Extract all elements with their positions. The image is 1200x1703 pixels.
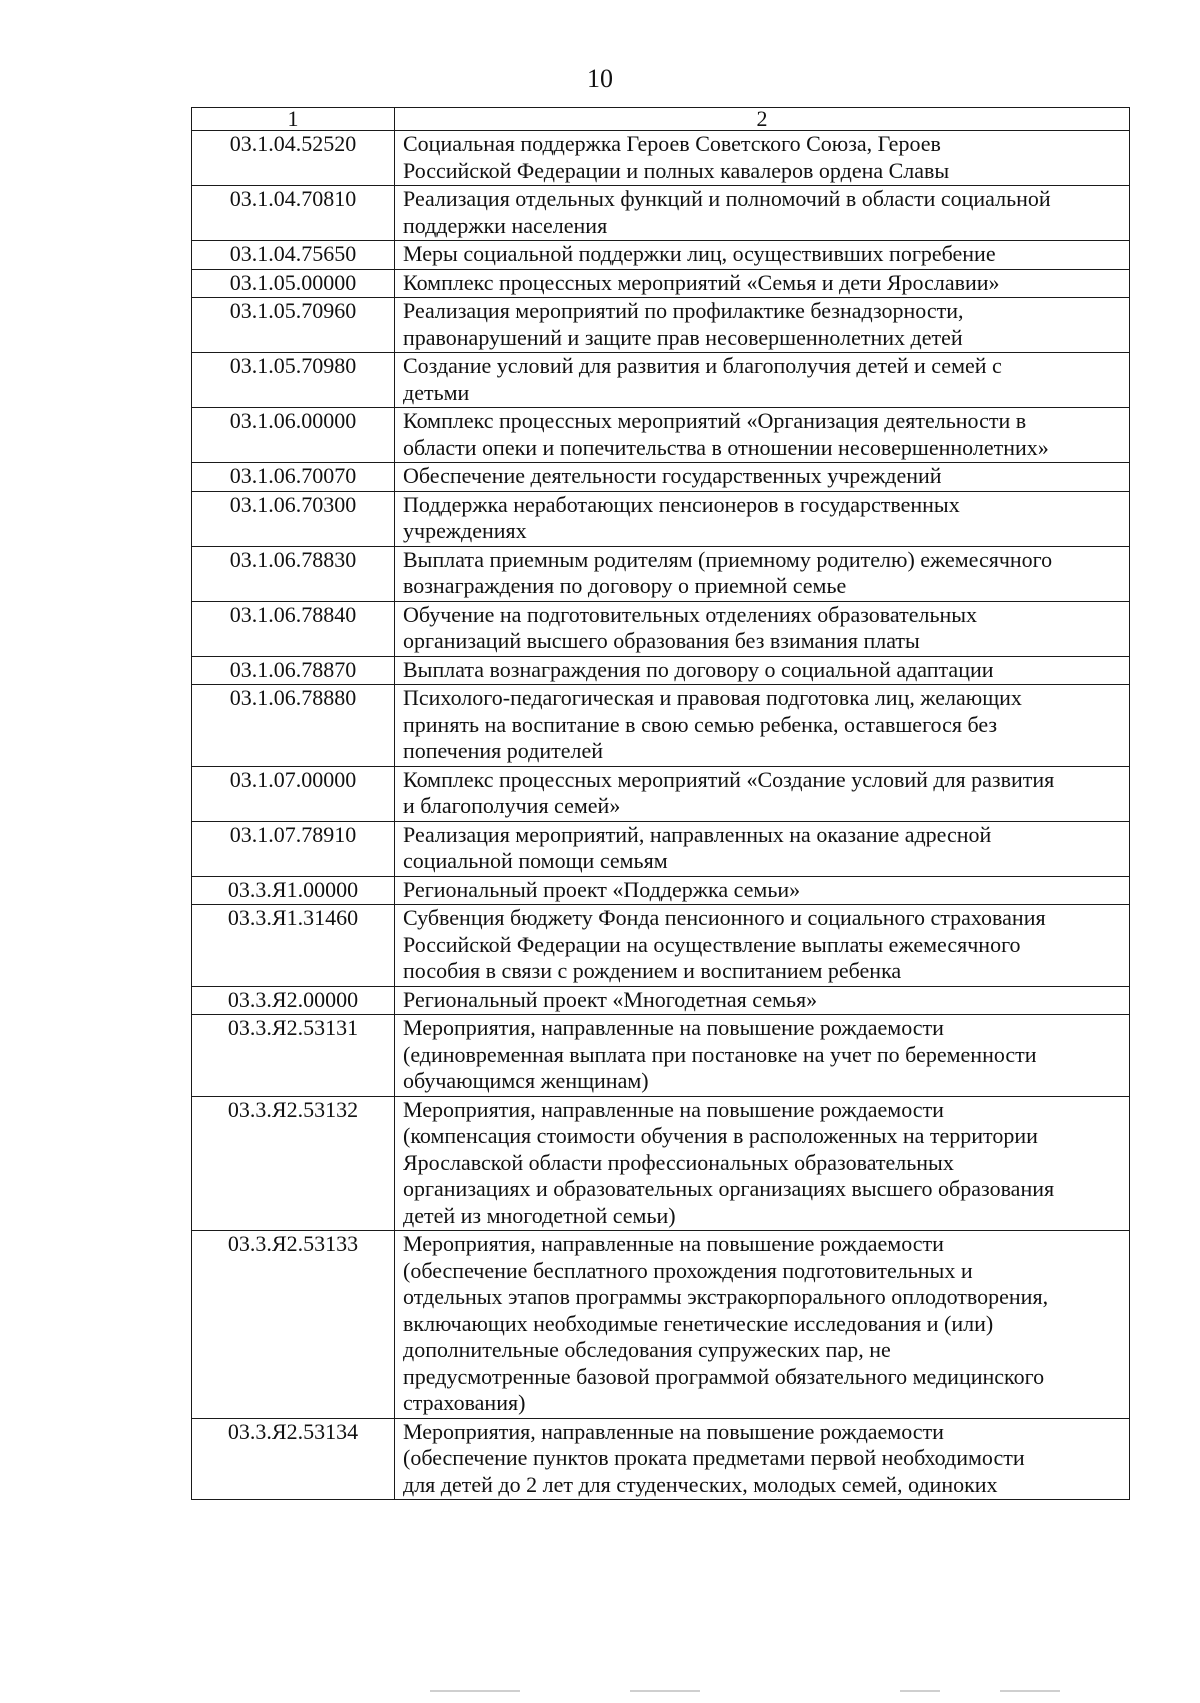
description-line: Психолого-педагогическая и правовая подготовка лиц, желающих bbox=[403, 685, 1022, 710]
description-line: организаций высшего образования без взимания платы bbox=[403, 628, 920, 653]
description-line: Меры социальной поддержки лиц, осуществивших погребение bbox=[403, 241, 996, 266]
description-line: Ярославской области профессиональных образовательных bbox=[403, 1149, 954, 1175]
budget-code-cell: 03.3.Я2.53131 bbox=[192, 1015, 395, 1097]
description-line: Мероприятия, направленные на повышение рождаемости bbox=[403, 1231, 944, 1256]
budget-code-cell: 03.3.Я2.53133 bbox=[192, 1231, 395, 1419]
description-cell bbox=[395, 463, 1130, 492]
description-line: Комплекс процессных мероприятий «Создание условий для развития bbox=[403, 766, 1055, 792]
description-line: дополнительные обследования супружеских пар, не bbox=[403, 1337, 891, 1362]
description-cell bbox=[395, 1015, 1130, 1097]
table-body bbox=[192, 131, 1130, 1500]
budget-code-cell: 03.1.06.00000 bbox=[192, 408, 395, 463]
description-line: предусмотренные базовой программой обязательного медицинского bbox=[403, 1363, 1045, 1389]
description-cell bbox=[395, 876, 1130, 905]
budget-code-cell: 03.1.07.78910 bbox=[192, 821, 395, 876]
description-cell bbox=[395, 269, 1130, 298]
description-cell bbox=[395, 408, 1130, 463]
description-cell bbox=[395, 491, 1130, 546]
budget-code-cell: 03.1.05.00000 bbox=[192, 269, 395, 298]
table-row bbox=[192, 1015, 1130, 1097]
budget-code-cell: 03.1.06.78870 bbox=[192, 656, 395, 685]
table-row bbox=[192, 241, 1130, 270]
page-number: 10 bbox=[587, 64, 613, 93]
description-line: учреждениях bbox=[403, 518, 527, 543]
description-cell bbox=[395, 186, 1130, 241]
budget-code-cell: 03.3.Я1.00000 bbox=[192, 876, 395, 905]
budget-code-cell: 03.1.05.70960 bbox=[192, 298, 395, 353]
table-row bbox=[192, 408, 1130, 463]
description-cell bbox=[395, 656, 1130, 685]
budget-code-cell: 03.1.06.78880 bbox=[192, 685, 395, 767]
scan-artifact bbox=[630, 1690, 700, 1692]
budget-code-cell: 03.1.05.70980 bbox=[192, 353, 395, 408]
description-cell bbox=[395, 546, 1130, 601]
description-line: Мероприятия, направленные на повышение рождаемости bbox=[403, 1418, 944, 1444]
table-row bbox=[192, 1096, 1130, 1231]
budget-code-cell: 03.1.06.70300 bbox=[192, 491, 395, 546]
description-line: отдельных этапов программы экстракорпорального оплодотворения, bbox=[403, 1284, 1049, 1309]
description-line: Реализация отдельных функций и полномочий в области социальной bbox=[403, 186, 1051, 211]
description-line: поддержки населения bbox=[403, 212, 608, 238]
description-cell bbox=[395, 298, 1130, 353]
description-line: вознаграждения по договору о приемной семье bbox=[403, 573, 847, 598]
description-line: Комплекс процессных мероприятий «Семья и дети Ярославии» bbox=[403, 269, 1000, 295]
description-cell bbox=[395, 1418, 1130, 1500]
description-line: Региональный проект «Многодетная семья» bbox=[403, 986, 818, 1012]
table-header-row bbox=[192, 108, 1130, 131]
table-row bbox=[192, 1418, 1130, 1500]
description-line: (обеспечение пунктов проката предметами первой необходимости bbox=[403, 1445, 1025, 1470]
table-row bbox=[192, 186, 1130, 241]
budget-code-cell: 03.3.Я2.53132 bbox=[192, 1096, 395, 1231]
budget-code-cell: 03.1.06.78830 bbox=[192, 546, 395, 601]
description-line: Обучение на подготовительных отделениях образовательных bbox=[403, 601, 978, 627]
table-row bbox=[192, 876, 1130, 905]
description-line: включающих необходимые генетические исследования и (или) bbox=[403, 1310, 994, 1336]
table-row bbox=[192, 131, 1130, 186]
table-row bbox=[192, 1231, 1130, 1419]
table-row bbox=[192, 463, 1130, 492]
table-row bbox=[192, 766, 1130, 821]
description-line: Реализация мероприятий, направленных на оказание адресной bbox=[403, 821, 992, 847]
description-line: детьми bbox=[403, 379, 470, 405]
description-line: (компенсация стоимости обучения в расположенных на территории bbox=[403, 1123, 1038, 1148]
description-cell bbox=[395, 905, 1130, 987]
description-line: Обеспечение деятельности государственных учреждений bbox=[403, 463, 942, 488]
description-line: Выплата вознаграждения по договору о социальной адаптации bbox=[403, 656, 994, 682]
description-line: социальной помощи семьям bbox=[403, 848, 668, 873]
budget-code-cell: 03.1.04.75650 bbox=[192, 241, 395, 270]
description-line: Российской Федерации и полных кавалеров ордена Славы bbox=[403, 157, 950, 183]
scan-artifact bbox=[430, 1690, 520, 1692]
description-line: для детей до 2 лет для студенческих, молодых семей, одиноких bbox=[403, 1471, 998, 1497]
description-line: области опеки и попечительства в отношении несовершеннолетних» bbox=[403, 434, 1049, 460]
description-cell bbox=[395, 1096, 1130, 1231]
scan-artifact bbox=[900, 1690, 940, 1692]
description-line: Социальная поддержка Героев Советского Союза, Героев bbox=[403, 131, 941, 156]
description-line: правонарушений и защите прав несовершеннолетних детей bbox=[403, 324, 963, 350]
description-line: детей из многодетной семьи) bbox=[403, 1202, 676, 1228]
description-cell bbox=[395, 986, 1130, 1015]
table-row bbox=[192, 685, 1130, 767]
description-line: Субвенция бюджету Фонда пенсионного и социального страхования bbox=[403, 905, 1046, 930]
description-cell bbox=[395, 353, 1130, 408]
table-row bbox=[192, 353, 1130, 408]
description-cell bbox=[395, 241, 1130, 270]
description-line: Комплекс процессных мероприятий «Организация деятельности в bbox=[403, 408, 1027, 433]
description-cell bbox=[395, 766, 1130, 821]
description-line: принять на воспитание в свою семью ребенка, оставшегося без bbox=[403, 711, 998, 737]
table-row bbox=[192, 601, 1130, 656]
description-line: (обеспечение бесплатного прохождения подготовительных и bbox=[403, 1257, 973, 1283]
description-line: Мероприятия, направленные на повышение рождаемости bbox=[403, 1096, 944, 1122]
description-cell bbox=[395, 685, 1130, 767]
budget-code-cell: 03.3.Я2.00000 bbox=[192, 986, 395, 1015]
description-line: Российской Федерации на осуществление выплаты ежемесячного bbox=[403, 931, 1021, 957]
budget-code-cell: 03.3.Я2.53134 bbox=[192, 1418, 395, 1500]
description-line: Мероприятия, направленные на повышение рождаемости bbox=[403, 1015, 944, 1040]
budget-code-cell: 03.1.04.70810 bbox=[192, 186, 395, 241]
budget-code-cell: 03.1.06.70070 bbox=[192, 463, 395, 492]
table-row bbox=[192, 986, 1130, 1015]
budget-code-cell: 03.1.04.52520 bbox=[192, 131, 395, 186]
description-line: Создание условий для развития и благополучия детей и семей с bbox=[403, 353, 1002, 378]
description-cell bbox=[395, 821, 1130, 876]
description-line: организациях и образовательных организациях высшего образования bbox=[403, 1176, 1055, 1201]
description-line: и благополучия семей» bbox=[403, 793, 621, 818]
description-line: попечения родителей bbox=[403, 738, 603, 763]
column-header-code: 1 bbox=[192, 108, 395, 131]
description-line: страхования) bbox=[403, 1390, 526, 1415]
scan-artifact bbox=[1000, 1690, 1060, 1692]
table-row bbox=[192, 656, 1130, 685]
budget-codes-table bbox=[191, 107, 1130, 1500]
column-header-description: 2 bbox=[395, 108, 1130, 131]
description-cell bbox=[395, 131, 1130, 186]
description-line: Выплата приемным родителям (приемному родителю) ежемесячного bbox=[403, 546, 1053, 572]
description-line: (единовременная выплата при постановке на учет по беременности bbox=[403, 1041, 1037, 1067]
table-row bbox=[192, 821, 1130, 876]
description-line: Реализация мероприятий по профилактике безнадзорности, bbox=[403, 298, 964, 323]
budget-code-cell: 03.1.07.00000 bbox=[192, 766, 395, 821]
description-line: пособия в связи с рождением и воспитанием ребенка bbox=[403, 958, 902, 983]
table-row bbox=[192, 269, 1130, 298]
table-row bbox=[192, 546, 1130, 601]
description-cell bbox=[395, 601, 1130, 656]
description-line: обучающимся женщинам) bbox=[403, 1068, 649, 1093]
table-row bbox=[192, 298, 1130, 353]
description-line: Региональный проект «Поддержка семьи» bbox=[403, 876, 801, 902]
budget-code-cell: 03.3.Я1.31460 bbox=[192, 905, 395, 987]
budget-code-cell: 03.1.06.78840 bbox=[192, 601, 395, 656]
description-cell bbox=[395, 1231, 1130, 1419]
table-row bbox=[192, 491, 1130, 546]
description-line: Поддержка неработающих пенсионеров в государственных bbox=[403, 491, 960, 517]
table-row bbox=[192, 905, 1130, 987]
